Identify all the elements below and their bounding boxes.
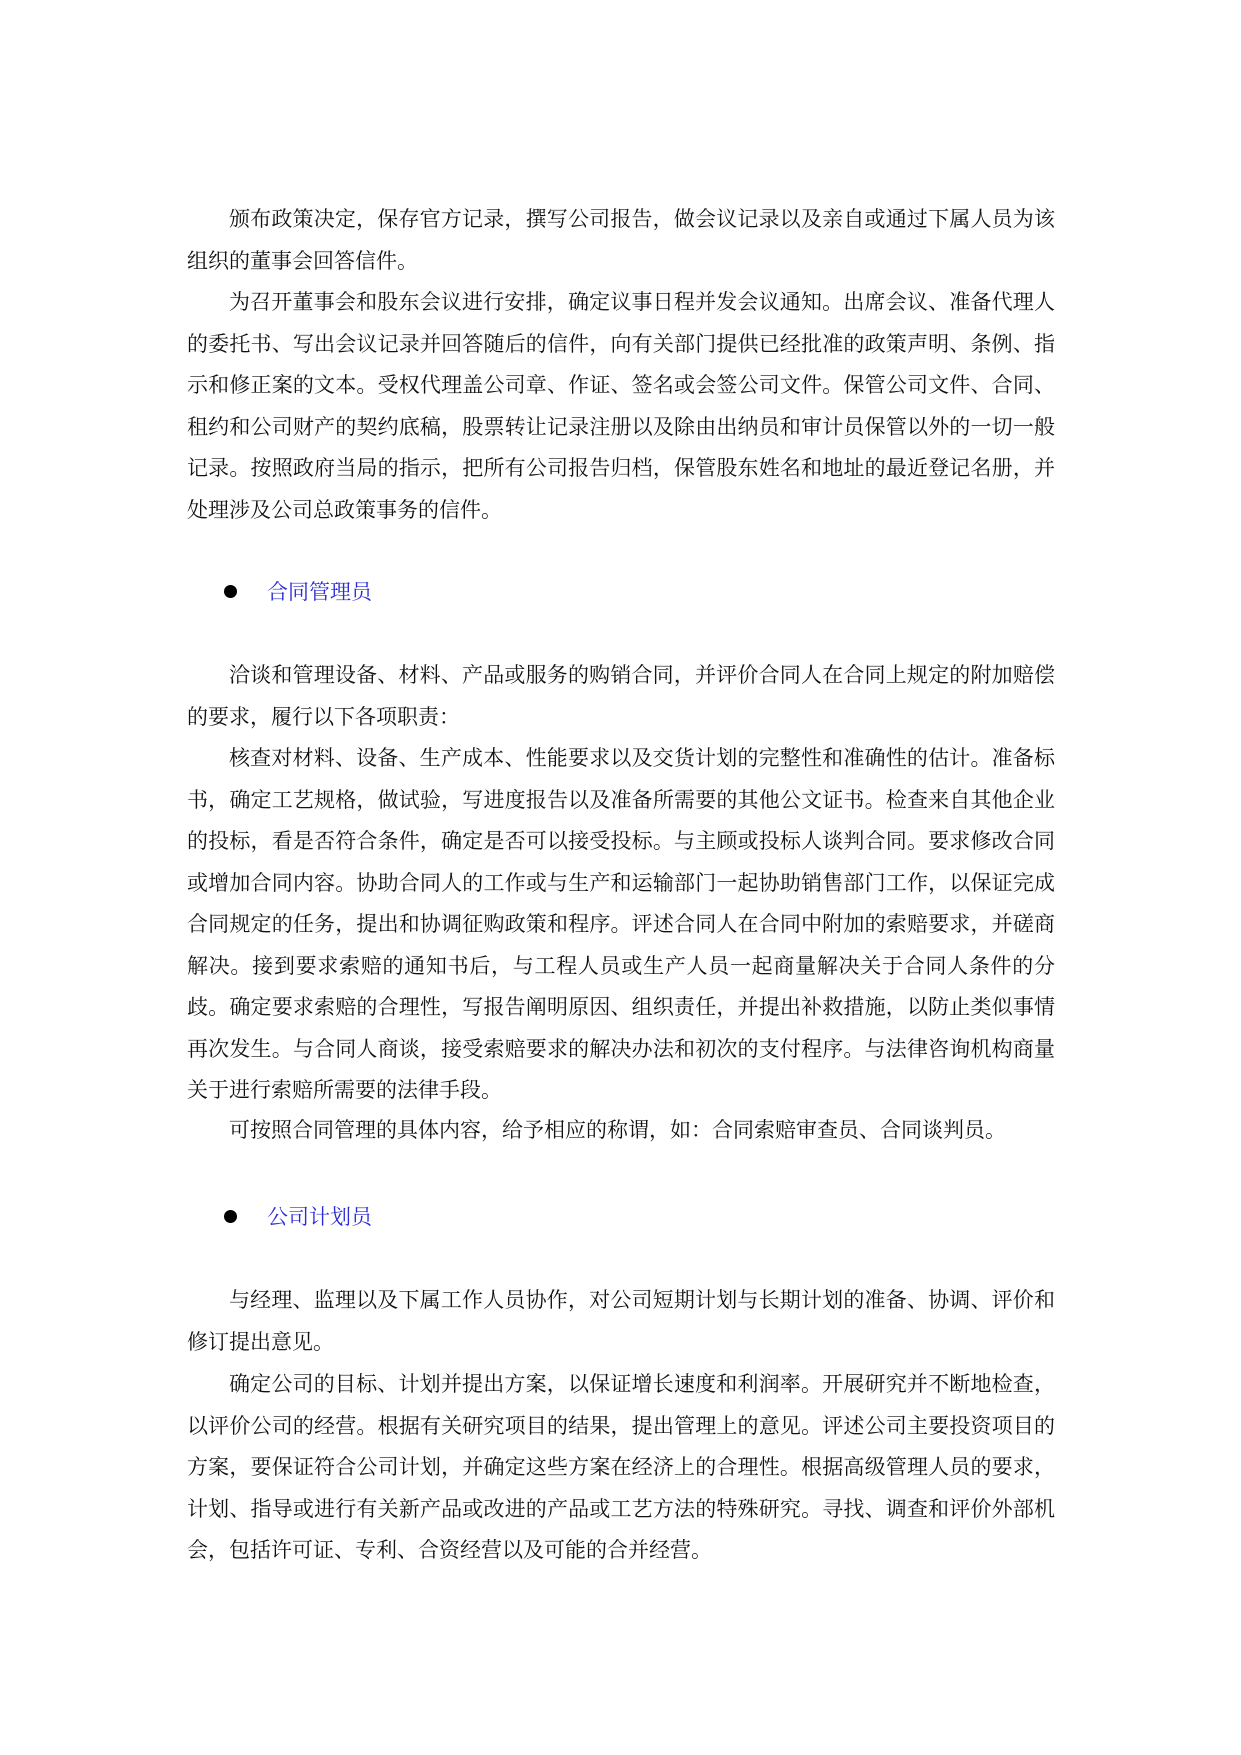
paragraph: 确定公司的目标、计划并提出方案，以保证增长速度和利润率。开展研究并不断地检查，以评价公司的经营。根据有关研究项目的结果，提出管理上的意见。评述公司主要投资项目的方案，要保证符合公司计划，并确定这些方案在经济上的合理性。根据高级管理人员的要求，计划、指导或进行有关新产品或改进的产品或工艺方法的特殊研究。寻找、调查和评价外部机会，包括许可证、专利、合资经营以及可能的合并经营。 <box>187 1372 1055 1562</box>
bullet-dot-icon <box>224 1210 237 1223</box>
paragraph: 洽谈和管理设备、材料、产品或服务的购销合同，并评价合同人在合同上规定的附加赔偿的要求，履行以下各项职责： <box>187 663 1055 729</box>
section-title: 公司计划员 <box>267 1205 372 1229</box>
paragraph: 为召开董事会和股东会议进行安排，确定议事日程并发会议通知。出席会议、准备代理人的委托书、写出会议记录并回答随后的信件，向有关部门提供已经批准的政策声明、条例、指示和修正案的文本。受权代理盖公司章、作证、签名或会签公司文件。保管公司文件、合同、租约和公司财产的契约底稿，股票转让记录注册以及除由出纳员和审计员保管以外的一切一般记录。按照政府当局的指示，把所有公司报告归档，保管股东姓名和地址的最近登记名册，并处理涉及公司总政策事务的信件。 <box>187 290 1055 522</box>
section-heading-contract-manager <box>224 576 372 606</box>
paragraph: 可按照合同管理的具体内容，给予相应的称谓，如：合同索赔审查员、合同谈判员。 <box>229 1118 1006 1142</box>
paragraph: 颁布政策决定，保存官方记录，撰写公司报告，做会议记录以及亲自或通过下属人员为该组织的董事会回答信件。 <box>187 207 1055 273</box>
bullet-dot-icon <box>224 585 237 598</box>
section-heading-corporate-planner <box>224 1201 372 1231</box>
paragraph: 核查对材料、设备、生产成本、性能要求以及交货计划的完整性和准确性的估计。准备标书，确定工艺规格，做试验，写进度报告以及准备所需要的其他公文证书。检查来自其他企业的投标，看是否符合条件，确定是否可以接受投标。与主顾或投标人谈判合同。要求修改合同或增加合同内容。协助合同人的工作或与生产和运输部门一起协助销售部门工作，以保证完成合同规定的任务，提出和协调征购政策和程序。评述合同人在合同中附加的索赔要求，并磋商解决。接到要求索赔的通知书后，与工程人员或生产人员一起商量解决关于合同人条件的分歧。确定要求索赔的合理性，写报告阐明原因、组织责任，并提出补救措施，以防止类似事情再次发生。与合同人商谈，接受索赔要求的解决办法和初次的支付程序。与法律咨询机构商量关于进行索赔所需要的法律手段。 <box>187 746 1055 1102</box>
paragraph: 与经理、监理以及下属工作人员协作，对公司短期计划与长期计划的准备、协调、评价和修订提出意见。 <box>187 1288 1055 1354</box>
section-title: 合同管理员 <box>267 580 372 604</box>
